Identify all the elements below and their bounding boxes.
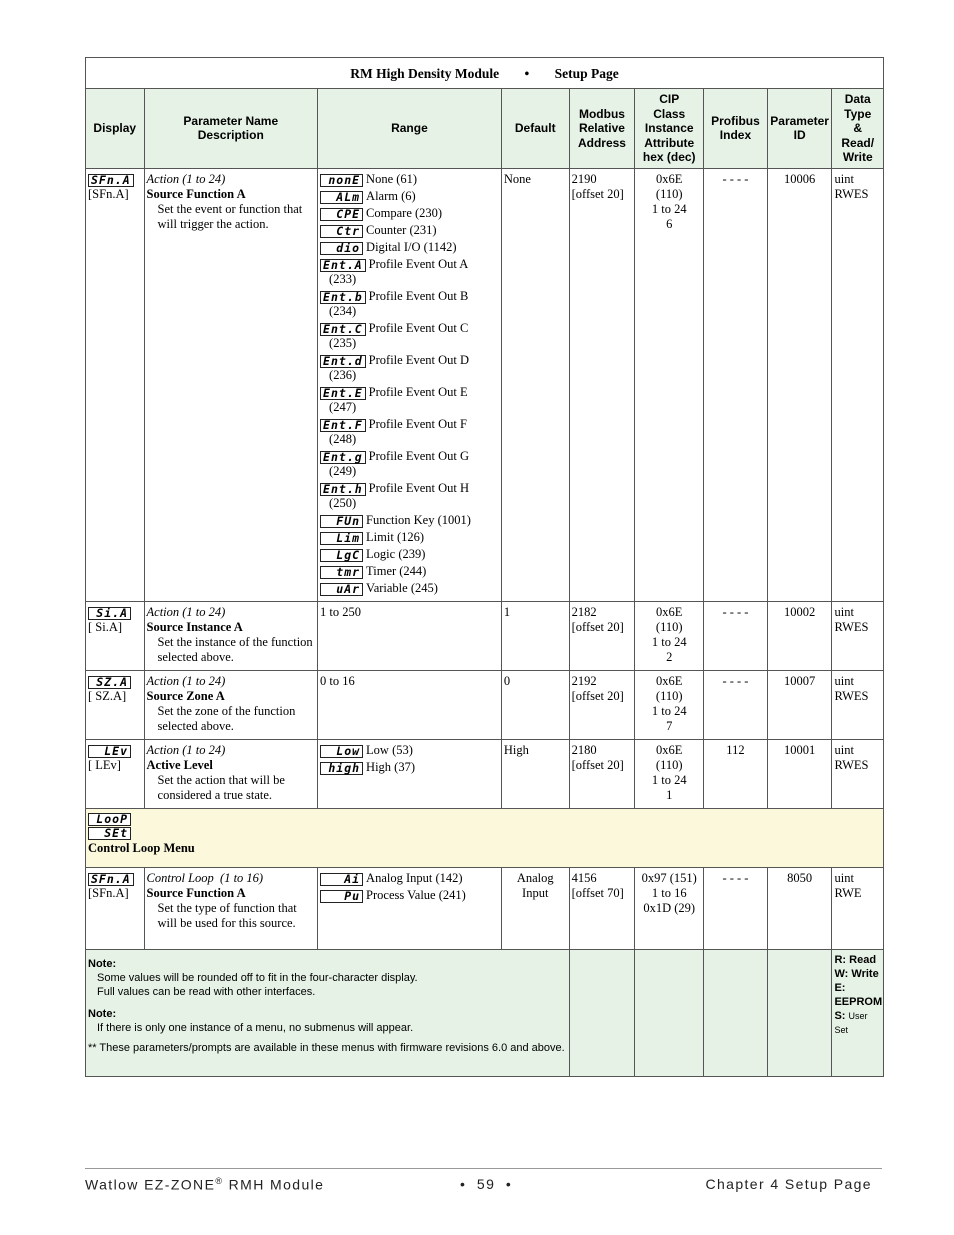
range-item <box>320 481 499 511</box>
range-item <box>320 449 499 479</box>
legend-item <box>834 981 881 1009</box>
range-item <box>320 189 499 204</box>
range-code: (249) <box>329 463 357 478</box>
range-item <box>320 760 499 775</box>
range-item <box>320 257 499 287</box>
range-item <box>320 289 499 319</box>
range-text: None (61) <box>366 171 418 186</box>
lcd-menu-set: SEt <box>88 827 131 840</box>
notes-empty-cell <box>569 949 635 1076</box>
display-cell <box>86 670 145 739</box>
display-code: [ SZ.A] <box>88 688 127 703</box>
param-id-cell: 10002 <box>767 601 832 670</box>
param-id-cell: 10007 <box>767 670 832 739</box>
legend-key: E: <box>834 981 846 994</box>
table-title-row <box>86 58 884 89</box>
range-item <box>320 321 499 351</box>
footer-product-name: Watlow EZ-ZONE <box>85 1176 216 1193</box>
name-cell <box>144 867 318 949</box>
range-text: Function Key (1001) <box>366 512 471 527</box>
lcd-option: Ent.h <box>320 483 366 496</box>
range-text: Counter (231) <box>366 222 437 237</box>
default-cell: High <box>501 739 569 808</box>
lcd-option: CPE <box>320 208 363 221</box>
cip-cell: 0x97 (151) 1 to 16 0x1D (29) <box>635 867 704 949</box>
range-text: High (37) <box>366 759 415 774</box>
parameter-name: Source Function A <box>146 186 246 201</box>
param-id-cell: 8050 <box>767 867 832 949</box>
lcd-option: Lim <box>320 532 363 545</box>
parameter-name: Source Function A <box>146 885 246 900</box>
display-code: [SFn.A] <box>88 186 129 201</box>
notes-cell <box>86 949 570 1076</box>
data-type-cell: uint RWE <box>832 867 884 949</box>
menu-lcd-group <box>88 813 881 840</box>
cip-cell: 0x6E (110) 1 to 24 1 <box>635 739 704 808</box>
table-row <box>86 670 884 739</box>
name-cell <box>144 601 318 670</box>
parameter-name: Source Instance A <box>146 619 243 634</box>
lcd-display: SFn.A <box>88 174 134 187</box>
notes-empty-cell <box>704 949 768 1076</box>
lcd-option: uAr <box>320 583 363 596</box>
range-item <box>320 172 499 187</box>
legend-value: User Set <box>834 1010 868 1035</box>
lcd-option: ALm <box>320 191 363 204</box>
range-item <box>320 417 499 447</box>
action-label: Action (1 to 24) <box>146 604 226 619</box>
range-text: Profile Event Out H <box>368 480 470 495</box>
parameter-description: Set the type of function that will be used for this source. <box>157 900 297 930</box>
default-cell: 0 <box>501 670 569 739</box>
range-cell <box>318 168 502 601</box>
display-code: [ LEv] <box>88 757 121 772</box>
parameter-table <box>85 57 884 1077</box>
lcd-display: Si.A <box>88 607 131 620</box>
profibus-cell: - - - - <box>704 601 768 670</box>
display-code: [SFn.A] <box>88 885 129 900</box>
control-loop-menu-header <box>86 808 884 867</box>
footer-registered-mark: ® <box>215 1176 224 1186</box>
range-text: Variable (245) <box>366 580 438 595</box>
lcd-option: Ai <box>320 873 363 886</box>
parameter-description: Set the action that will be considered a true state. <box>157 772 285 802</box>
range-cell: 1 to 250 <box>318 601 502 670</box>
lcd-option: Pu <box>320 890 363 903</box>
display-cell <box>86 168 145 601</box>
action-label: Action (1 to 24) <box>146 673 226 688</box>
range-item <box>320 581 499 596</box>
legend-cell <box>832 949 884 1076</box>
legend-value: Read <box>849 953 877 966</box>
range-code: (250) <box>329 495 357 510</box>
table-row <box>86 867 884 949</box>
range-text: Logic (239) <box>366 546 426 561</box>
default-cell: 1 <box>501 601 569 670</box>
table-title <box>86 58 884 89</box>
range-cell <box>318 867 502 949</box>
range-text: Timer (244) <box>366 563 427 578</box>
note-label: Note: <box>88 1007 117 1020</box>
range-cell <box>318 739 502 808</box>
note-label: Note: <box>88 957 117 970</box>
title-module: RM High Density Module <box>350 65 500 81</box>
action-label: Action (1 to 24) <box>146 171 226 186</box>
legend-item <box>834 953 881 967</box>
note-text: Some values will be rounded off to fit in the four-character display. <box>97 971 418 984</box>
header-default: Default <box>501 89 569 169</box>
footer-product <box>85 1176 324 1193</box>
range-code: (233) <box>329 271 357 286</box>
lcd-option: LgC <box>320 549 363 562</box>
lcd-option: FUn <box>320 515 363 528</box>
range-text: Low (53) <box>366 742 413 757</box>
table-row <box>86 168 884 601</box>
data-type-cell: uint RWES <box>832 168 884 601</box>
legend-item <box>834 1009 881 1037</box>
header-param-id: Parameter ID <box>767 89 832 169</box>
data-type-cell: uint RWES <box>832 739 884 808</box>
cip-cell: 0x6E (110) 1 to 24 2 <box>635 601 704 670</box>
note-text: If there is only one instance of a menu, no submenus will appear. <box>97 1021 414 1034</box>
profibus-cell: 112 <box>704 739 768 808</box>
legend-item <box>834 967 881 981</box>
profibus-cell: - - - - <box>704 867 768 949</box>
parameter-description: Set the zone of the function selected above. <box>157 703 296 733</box>
lcd-option: Ent.d <box>320 355 366 368</box>
legend-key: S: <box>834 1009 846 1022</box>
footer-page-number: • 59 • <box>460 1176 513 1192</box>
lcd-option: Ent.F <box>320 419 366 432</box>
display-cell <box>86 739 145 808</box>
range-item <box>320 353 499 383</box>
range-code: (236) <box>329 367 357 382</box>
table-row <box>86 601 884 670</box>
title-page: Setup Page <box>554 65 619 81</box>
cip-cell: 0x6E (110) 1 to 24 6 <box>635 168 704 601</box>
table-row <box>86 739 884 808</box>
lcd-display: SFn.A <box>88 873 134 886</box>
data-type-cell: uint RWES <box>832 601 884 670</box>
modbus-cell: 2192 [offset 20] <box>569 670 635 739</box>
display-cell <box>86 867 145 949</box>
lcd-option: Ent.E <box>320 387 366 400</box>
profibus-cell: - - - - <box>704 670 768 739</box>
notes-row <box>86 949 884 1076</box>
range-item <box>320 206 499 221</box>
range-item <box>320 513 499 528</box>
lcd-option: high <box>320 762 363 775</box>
setup-page-table-container <box>85 57 884 1077</box>
range-code: (235) <box>329 335 357 350</box>
range-item <box>320 385 499 415</box>
lcd-option: Ctr <box>320 225 363 238</box>
lcd-option: nonE <box>320 174 363 187</box>
legend-value: EEPROM <box>834 995 883 1008</box>
range-text: Profile Event Out E <box>368 384 468 399</box>
lcd-display: LEv <box>88 745 131 758</box>
range-text: Profile Event Out B <box>368 288 469 303</box>
default-cell: None <box>501 168 569 601</box>
range-item <box>320 240 499 255</box>
range-text: Analog Input (142) <box>366 870 463 885</box>
param-id-cell: 10001 <box>767 739 832 808</box>
legend-key: W: <box>834 967 849 980</box>
display-cell <box>86 601 145 670</box>
range-text: Alarm (6) <box>366 188 416 203</box>
range-item <box>320 564 499 579</box>
action-label: Action (1 to 24) <box>146 742 226 757</box>
default-cell: Analog Input <box>501 867 569 949</box>
display-code: [ Si.A] <box>88 619 123 634</box>
lcd-option: Low <box>320 745 363 758</box>
menu-label: Control Loop Menu <box>88 840 195 855</box>
footer-divider <box>85 1168 882 1169</box>
range-item <box>320 223 499 238</box>
parameter-name: Active Level <box>146 757 213 772</box>
param-id-cell: 10006 <box>767 168 832 601</box>
header-modbus: Modbus Relative Address <box>569 89 635 169</box>
parameter-name: Source Zone A <box>146 688 225 703</box>
header-name: Parameter Name Description <box>144 89 318 169</box>
range-code: (234) <box>329 303 357 318</box>
range-cell: 0 to 16 <box>318 670 502 739</box>
note-firmware: ** These parameters/prompts are available in these menus with firmware revisions 6.0 and above. <box>88 1041 565 1054</box>
modbus-cell: 2182 [offset 20] <box>569 601 635 670</box>
menu-section-row <box>86 808 884 867</box>
name-cell <box>144 670 318 739</box>
range-text: Profile Event Out C <box>368 320 469 335</box>
note-text: Full values can be read with other interfaces. <box>97 985 316 998</box>
name-cell <box>144 739 318 808</box>
lcd-option: Ent.g <box>320 451 366 464</box>
lcd-option: Ent.C <box>320 323 366 336</box>
range-text: Profile Event Out F <box>368 416 467 431</box>
header-row <box>86 89 884 169</box>
range-text: Process Value (241) <box>366 887 466 902</box>
header-range: Range <box>318 89 502 169</box>
lcd-option: Ent.b <box>320 291 366 304</box>
parameter-description: Set the instance of the function selected above. <box>157 634 313 664</box>
lcd-option: dio <box>320 242 363 255</box>
modbus-cell: 2180 [offset 20] <box>569 739 635 808</box>
header-data-type: Data Type & Read/ Write <box>832 89 884 169</box>
header-cip: CIP Class Instance Attribute hex (dec) <box>635 89 704 169</box>
range-item <box>320 547 499 562</box>
footer-product-tail: RMH Module <box>223 1176 325 1193</box>
modbus-cell: 4156 [offset 70] <box>569 867 635 949</box>
range-item <box>320 530 499 545</box>
parameter-description: Set the event or function that will trigger the action. <box>157 201 303 231</box>
notes-empty-cell <box>635 949 704 1076</box>
range-item <box>320 743 499 758</box>
lcd-option: tmr <box>320 566 363 579</box>
title-separator: • <box>524 65 530 81</box>
range-text: Limit (126) <box>366 529 425 544</box>
range-text: Profile Event Out A <box>368 256 469 271</box>
name-cell <box>144 168 318 601</box>
range-item <box>320 871 499 886</box>
range-code: (248) <box>329 431 357 446</box>
range-text: Profile Event Out G <box>368 448 470 463</box>
footer-chapter: Chapter 4 Setup Page <box>705 1176 872 1192</box>
lcd-option: Ent.A <box>320 259 366 272</box>
header-profibus: Profibus Index <box>704 89 768 169</box>
lcd-menu-loop: LooP <box>88 813 131 826</box>
modbus-cell: 2190 [offset 20] <box>569 168 635 601</box>
range-text: Compare (230) <box>366 205 443 220</box>
cip-cell: 0x6E (110) 1 to 24 7 <box>635 670 704 739</box>
legend-value: Write <box>851 967 879 980</box>
profibus-cell: - - - - <box>704 168 768 601</box>
range-code: (247) <box>329 399 357 414</box>
range-text: Profile Event Out D <box>368 352 470 367</box>
action-label: Control Loop (1 to 16) <box>146 870 264 885</box>
data-type-cell: uint RWES <box>832 670 884 739</box>
legend-key: R: <box>834 953 847 966</box>
header-display: Display <box>86 89 145 169</box>
notes-empty-cell <box>767 949 832 1076</box>
lcd-display: SZ.A <box>88 676 131 689</box>
range-item <box>320 888 499 903</box>
range-text: Digital I/O (1142) <box>366 239 457 254</box>
